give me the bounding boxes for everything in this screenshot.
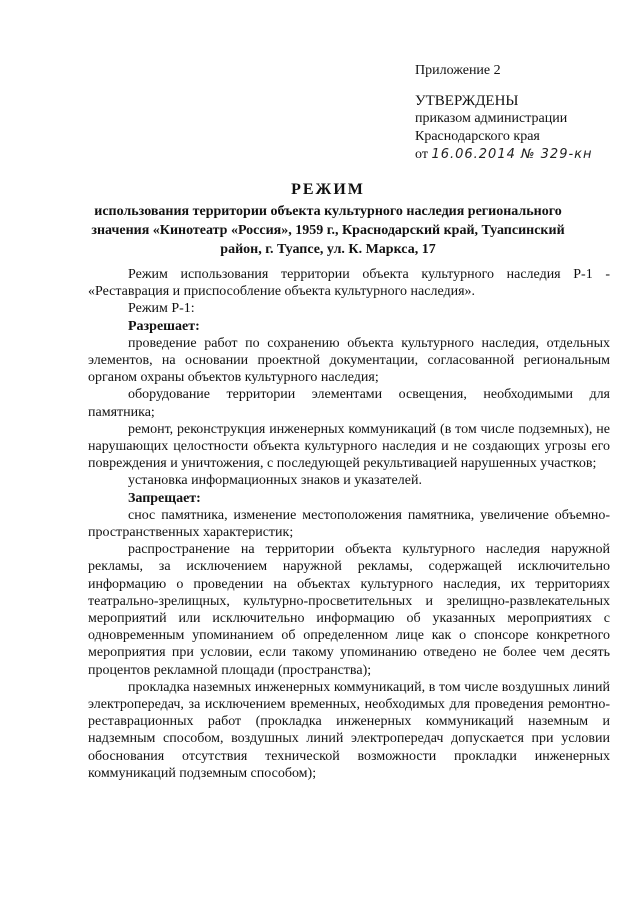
title-block — [88, 180, 568, 259]
section-heading: Разрешает: — [128, 318, 200, 334]
appendix-label: Приложение 2 — [415, 63, 501, 78]
body-paragraph: распространение на территории объекта культурного наследия наружной рекламы, за исключением наружной рекламы, содержащей исключительно информацию о проведении на объектах культурного наследия, их территориях театрально-зрелищных, культурно-просветительных и зрелищно-развлекательных мероприятий или исключительно информацию об указанных мероприятиях с одновременным упоминанием об определенном лице как о спонсоре конкретного мероприятия при условии, если такому упоминанию отведено не более чем десять процентов рекламной площади (пространства); — [88, 542, 610, 678]
body-paragraph: проведение работ по сохранению объекта культурного наследия, отдельных элементов, на основании проектной документации, согласованной региональным органом охраны объектов культурного наследия; — [88, 335, 610, 386]
approval-date-row — [415, 146, 593, 164]
date-prefix: от — [415, 147, 428, 162]
body-paragraph: ремонт, реконструкция инженерных коммуникаций (в том числе подземных), не нарушающих целостности объекта культурного наследия и не создающих угрозы его повреждения и уничтожения, с последующей рекультивацией нарушенных участков; — [88, 421, 610, 472]
body-paragraph: установка информационных знаков и указателей. — [128, 473, 422, 489]
body-paragraph: оборудование территории элементами освещения, необходимыми для памятника; — [88, 387, 610, 420]
body-text — [88, 266, 610, 782]
body-paragraph: снос памятника, изменение местоположения памятника, увеличение объемно-пространственных характеристик; — [88, 507, 610, 541]
document-title: РЕЖИМ — [291, 181, 365, 198]
handwritten-date: 16.06.2014 № 329-кн — [431, 147, 593, 162]
body-paragraph: Режим использования территории объекта культурного наследия Р-1 - «Реставрация и приспособление объекта культурного наследия». — [88, 267, 610, 300]
approved-by-line: приказом администрации — [415, 111, 568, 126]
body-paragraph: Режим Р-1: — [128, 301, 195, 317]
body-paragraph: прокладка наземных инженерных коммуникаций, в том числе воздушных линий электропередач, за исключением временных, необходимых для проведения ремонтно-реставрационных работ (прокладка инженерных коммуникаций наземным и надземным способом, воздушных линий электропередач допускается при условии обоснования отсутствия технической возможности прокладки инженерных коммуникаций подземным способом); — [88, 679, 610, 781]
approved-heading: УТВЕРЖДЕНЫ — [415, 93, 519, 109]
section-heading: Запрещает: — [128, 490, 201, 506]
document-subtitle: использования территории объекта культурного наследия регионального значения «Кинотеатр «Россия», 1959 г., Краснодарский край, Туапсинский район, г. Туапсе, ул. К. Маркса, 17 — [91, 204, 565, 257]
approval-block — [415, 62, 593, 164]
approved-region-line: Краснодарского края — [415, 129, 540, 144]
